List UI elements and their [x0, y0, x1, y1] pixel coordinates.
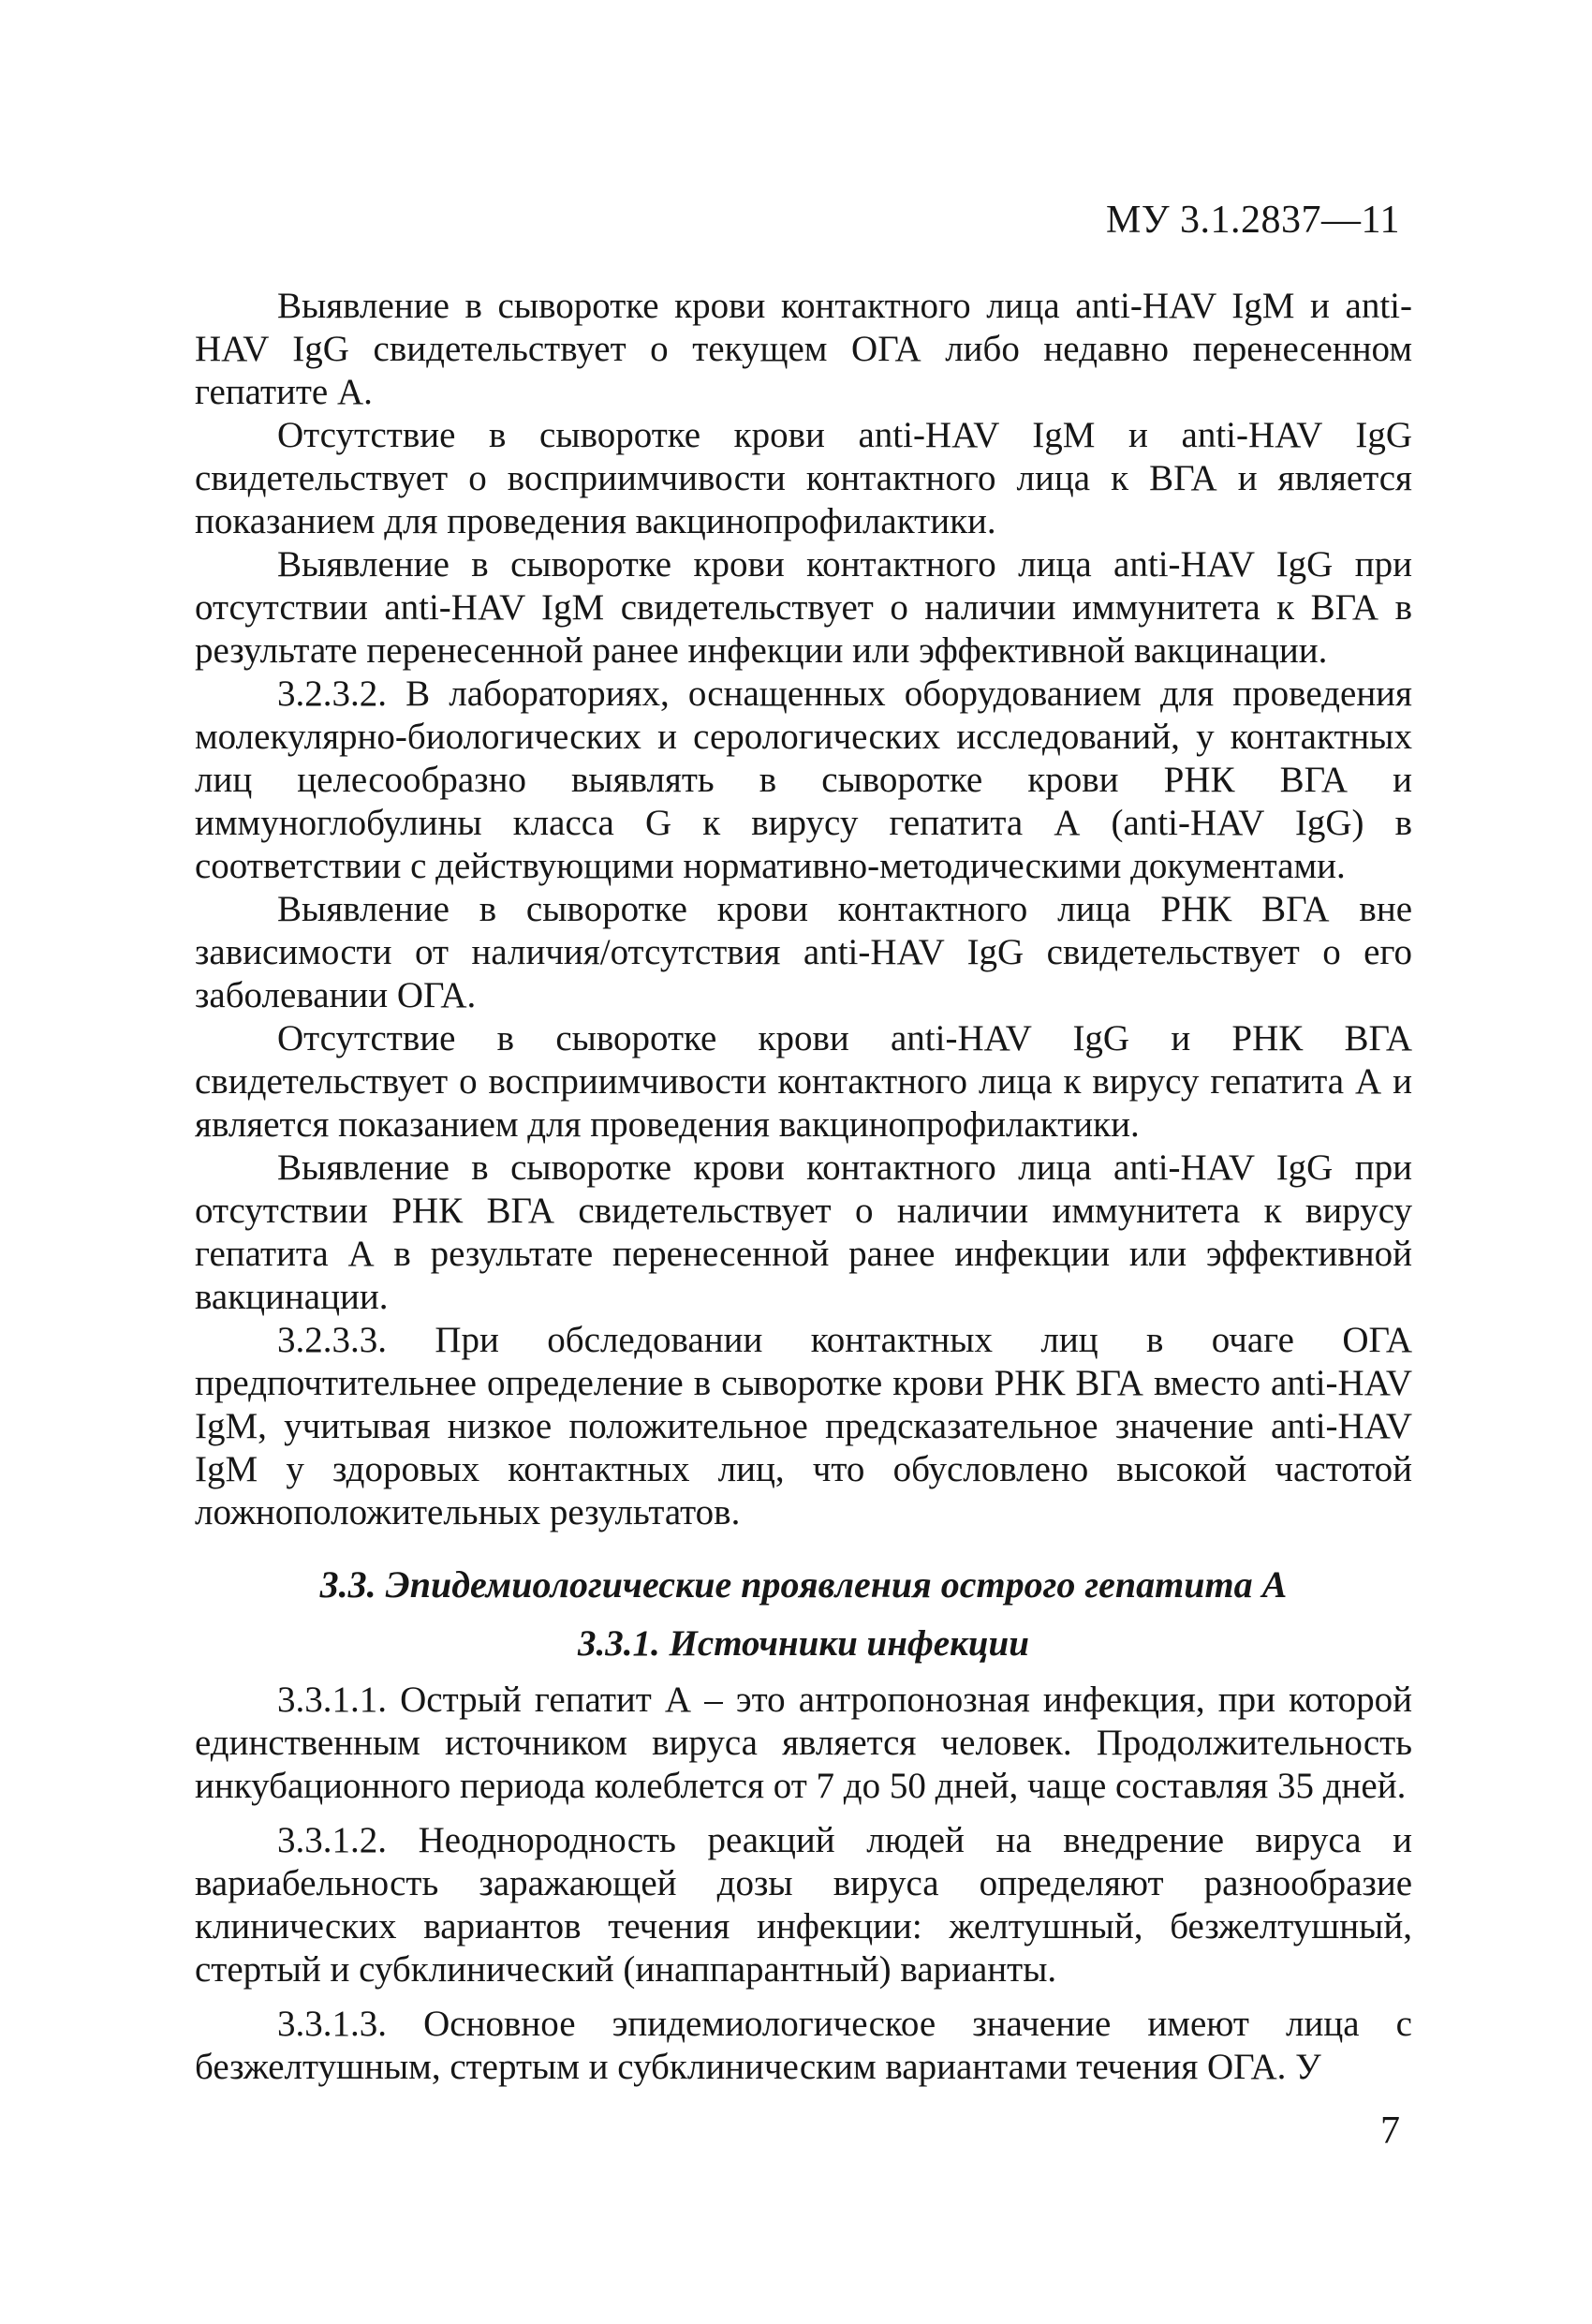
paragraph-igg-without-rna: Выявление в сыворотке крови контактного лица anti-HAV IgG при отсутствии РНК ВГА свидетельствует о наличии иммунитета к вирусу гепатита А в результате перенесенной ранее инфекции или эффективной вакцинации.	[195, 1147, 1412, 1317]
section-heading-3-3: 3.3. Эпидемиологические проявления острого гепатита А	[319, 1563, 1288, 1606]
paragraph-3-3-1-1: 3.3.1.1. Острый гепатит А – это антропонозная инфекция, при которой единственным источником вируса является человек. Продолжительность инкубационного периода колеблется от 7 до 50 дней, чаще составляя 35 дней.	[195, 1680, 1412, 1806]
paragraph-absence-igg-rna: Отсутствие в сыворотке крови anti-HAV IgG и РНК ВГА свидетельствует о восприимчивости контактного лица к вирусу гепатита А и является показанием для проведения вакцинопрофилактики.	[195, 1018, 1412, 1145]
paragraph-absence-igm-igg: Отсутствие в сыворотке крови anti-HAV IgM и anti-HAV IgG свидетельствует о восприимчивости контактного лица к ВГА и является показанием для проведения вакцинопрофилактики.	[195, 415, 1412, 541]
paragraph-3-3-1-2: 3.3.1.2. Неоднородность реакций людей на внедрение вируса и вариабельность заражающей дозы вируса определяют разнообразие клинических вариантов течения инфекции: желтушный, безжелтушный, стертый и субклинический (инаппарантный) варианты.	[195, 1820, 1412, 1990]
paragraph-3-2-3-3: 3.2.3.3. При обследовании контактных лиц в очаге ОГА предпочтительнее определение в сыворотке крови РНК ВГА вместо anti-HAV IgM, учитывая низкое положительное предсказательное значение anti-HAV IgM у здоровых контактных лиц, что обусловлено высокой частотой ложноположительных результатов.	[195, 1320, 1412, 1532]
page-number: 7	[1380, 2109, 1400, 2153]
paragraph-3-3-1-3: 3.3.1.3. Основное эпидемиологическое значение имеют лица с безжелтушным, стертым и субклиническим вариантами течения ОГА. У	[195, 2004, 1412, 2087]
paragraph-igg-without-igm: Выявление в сыворотке крови контактного лица anti-HAV IgG при отсутствии anti-HAV IgM свидетельствует о наличии иммунитета к ВГА в результате перенесенной ранее инфекции или эффективной вакцинации.	[195, 544, 1412, 671]
paragraph-3-2-3-2: 3.2.3.2. В лабораториях, оснащенных оборудованием для проведения молекулярно-биологических и серологических исследований, у контактных лиц целесообразно выявлять в сыворотке крови РНК ВГА и иммуноглобулины класса G к вирусу гепатита А (anti-HAV IgG) в соответствии с действующими нормативно-методическими документами.	[195, 674, 1412, 886]
paragraph-rna-detection: Выявление в сыворотке крови контактного лица РНК ВГА вне зависимости от наличия/отсутствия anti-HAV IgG свидетельствует о его заболевании ОГА.	[195, 889, 1412, 1015]
paragraph-igm-igg-detection: Выявление в сыворотке крови контактного лица anti-HAV IgM и anti-HAV IgG свидетельствует о текущем ОГА либо недавно перенесенном гепатите А.	[195, 286, 1412, 412]
subsection-heading-3-3-1: 3.3.1. Источники инфекции	[578, 1623, 1029, 1664]
main-text	[195, 285, 1412, 2089]
document-code-header: МУ 3.1.2837—11	[1105, 199, 1400, 242]
